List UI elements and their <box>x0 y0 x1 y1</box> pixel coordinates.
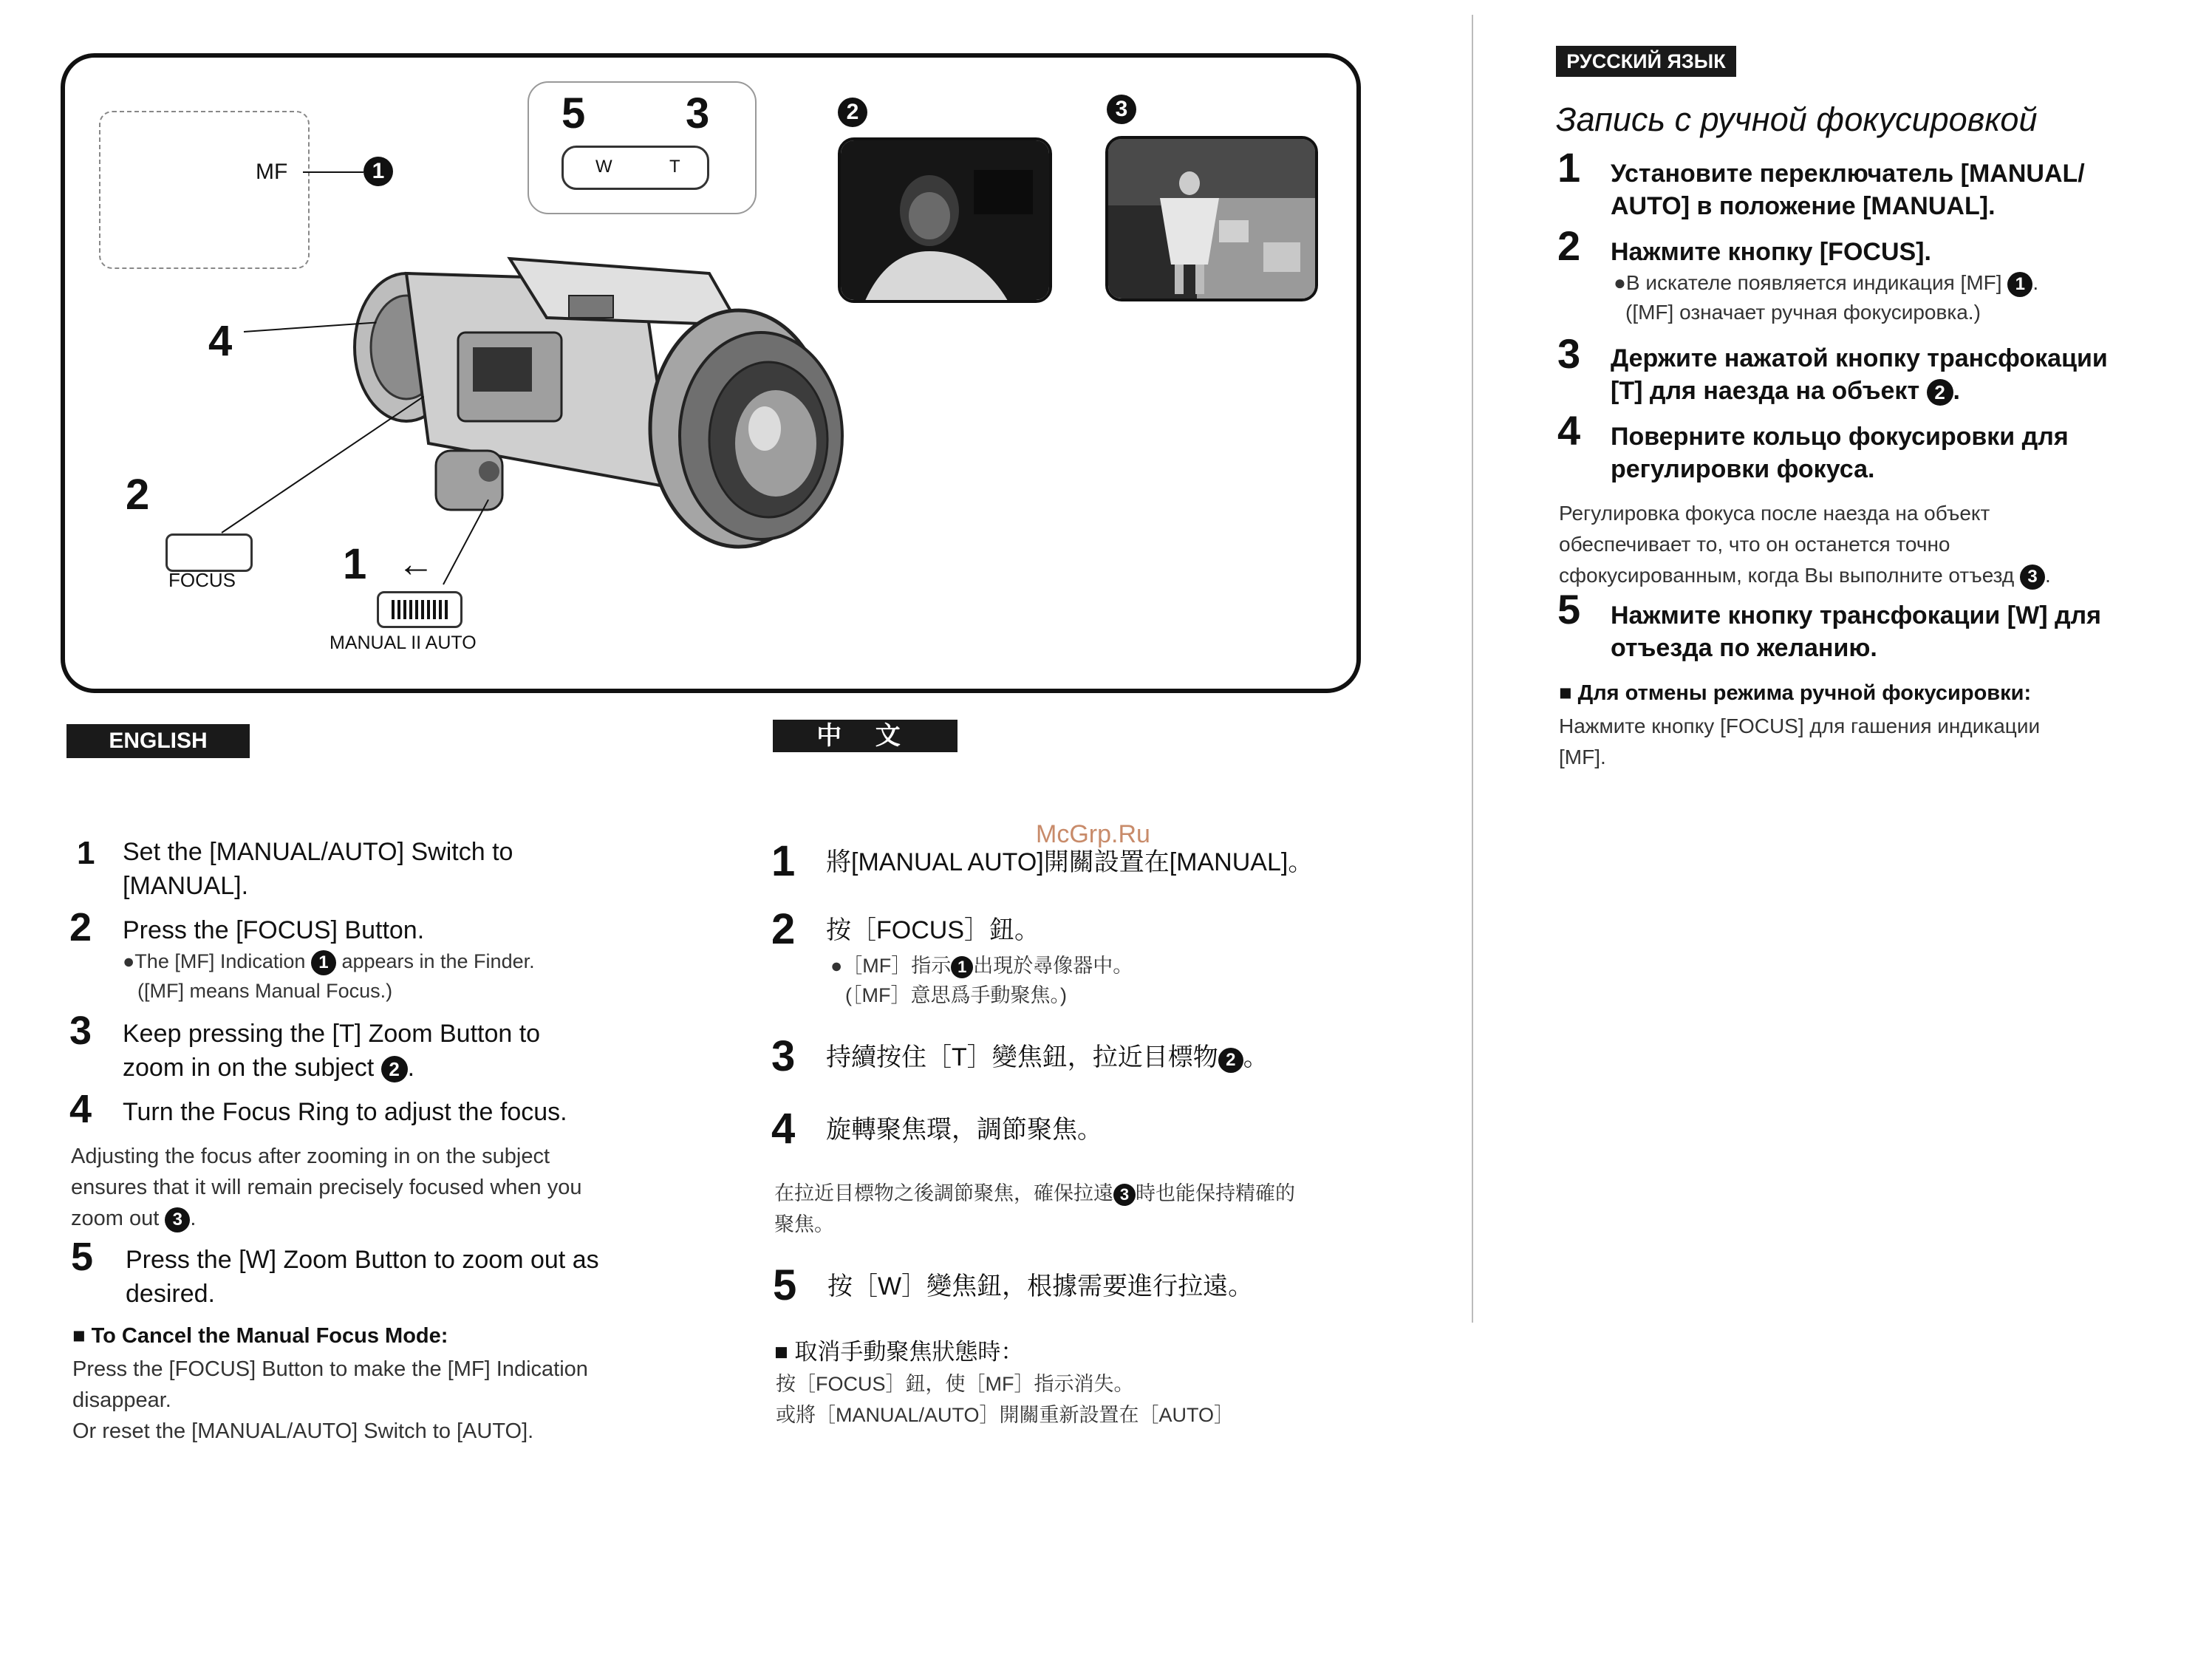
photo-callout-2: 2 <box>838 98 867 127</box>
circle-2-icon: 2 <box>381 1056 408 1082</box>
zoom-w-label: W <box>595 157 612 177</box>
switch-grip-icon <box>392 600 448 619</box>
manual-auto-label: MANUAL II AUTO <box>330 632 477 653</box>
en-step-5-text: Press the [W] Zoom Button to zoom out as <box>126 1246 599 1274</box>
ru-step-3-text-2: [T] для наезда на объект 2 . <box>1611 377 1960 405</box>
watermark: McGrp.Ru <box>1036 820 1150 848</box>
zh-cancel-text: 按［FOCUS］鈕，使［MF］指示消失。 或將［MANUAL/AUTO］開關重新設置在［AUTO］ <box>776 1373 1235 1426</box>
en-step-2-number: 2 <box>69 905 92 949</box>
zh-step-2-number: 2 <box>771 905 796 953</box>
focus-label: FOCUS <box>168 569 236 591</box>
column-divider <box>1472 15 1473 1323</box>
zh-step-3-text: 持續按住［T］變焦鈕，拉近目標物 2 。 <box>826 1043 1269 1071</box>
zoom-t-label: T <box>669 157 680 177</box>
ru-title: Запись с ручной фокусировкой <box>1556 100 2038 138</box>
label-1: 1 <box>343 540 367 588</box>
zh-step-2-text: 按［FOCUS］鈕。 <box>826 916 1040 944</box>
zh-step-4-number: 4 <box>771 1105 796 1153</box>
label-2: 2 <box>126 471 150 519</box>
zh-step-2-note: ●［MF］指示 1 出現於尋像器中。 <box>830 955 1133 977</box>
circle-2-icon: 2 <box>1218 1048 1243 1073</box>
english-tag: ENGLISH <box>66 724 250 758</box>
ru-step-2-text: Нажмите кнопку [FOCUS]. <box>1611 238 1931 266</box>
zh-paragraph: 在拉近目標物之後調節聚焦，確保拉遠 3 時也能保持精確的 聚焦。 <box>774 1182 1295 1235</box>
circle-2-icon: 2 <box>1927 379 1953 406</box>
zh-cancel-title: ■ 取消手動聚焦狀態時： <box>774 1339 1024 1365</box>
ru-step-4-text: Поверните кольцо фокусировки для <box>1611 423 2069 451</box>
finder-mf-label: MF <box>256 160 288 184</box>
zh-step-5-text: 按［W］變焦鈕，根據需要進行拉遠。 <box>827 1272 1254 1300</box>
en-step-1-number: 1 <box>77 835 95 871</box>
ru-step-1-text-2: AUTO] в положение [MANUAL]. <box>1611 192 1996 220</box>
ru-paragraph: Регулировка фокуса после наезда на объект обеспечивает то, что он останется точно сфокусированным, когда Вы выполните отъезд 3 . <box>1559 498 2051 591</box>
circle-1-icon: 1 <box>2007 272 2032 297</box>
label-4: 4 <box>208 317 233 365</box>
ru-step-1-text: Установите переключатель [MANUAL/ <box>1611 160 2085 188</box>
en-step-1-text: Set the [MANUAL/AUTO] Switch to [MANUAL]. <box>123 838 513 900</box>
circle-1-icon: 1 <box>951 956 973 978</box>
photo-callout-3: 3 <box>1107 95 1136 124</box>
circle-3-icon: 3 <box>1113 1184 1136 1206</box>
en-step-4-text: Turn the Focus Ring to adjust the focus. <box>123 1098 567 1126</box>
zh-step-4-text: 旋轉聚焦環，調節聚焦。 <box>826 1116 1102 1144</box>
en-paragraph: Adjusting the focus after zooming in on the subject ensures that it will remain precisely focused when you zoom out 3 . <box>71 1141 582 1234</box>
photo-zoomed-out <box>1105 136 1318 301</box>
zoom-rocker-switch <box>561 146 709 190</box>
en-step-3-text-2: zoom in on the subject 2 . <box>123 1054 415 1082</box>
ru-cancel-title: ■ Для отмены режима ручной фокусировки: <box>1559 681 2032 705</box>
en-step-2-text: Press the [FOCUS] Button. <box>123 916 425 944</box>
en-step-5-number: 5 <box>71 1235 94 1279</box>
ru-step-4-text-2: регулировки фокуса. <box>1611 455 1875 483</box>
arrow-left-icon: ← <box>397 543 434 584</box>
en-step-3-number: 3 <box>69 1009 92 1053</box>
ru-step-5-text-2: отъезда по желанию. <box>1611 634 1877 662</box>
label-5: 5 <box>561 89 586 137</box>
ru-cancel-text: Нажмите кнопку [FOCUS] для гашения индикации [MF]. <box>1559 715 2041 768</box>
zh-step-1-text: 將[MANUAL AUTO]開關設置在[MANUAL]。 <box>826 848 1314 876</box>
en-step-2-note: ●The [MF] Indication 1 appears in the Finder. <box>123 946 535 977</box>
callout-line <box>303 171 363 173</box>
zh-step-3-number: 3 <box>771 1032 796 1080</box>
ru-step-5-number: 5 <box>1557 586 1581 632</box>
ru-step-3-text: Держите нажатой кнопку трансфокации <box>1611 344 2108 372</box>
ru-step-2-number: 2 <box>1557 222 1581 269</box>
ru-step-2-note-2: ([MF] означает ручная фокусировка.) <box>1625 301 1981 324</box>
zh-step-5-number: 5 <box>773 1261 797 1309</box>
zh-step-1-number: 1 <box>771 837 796 885</box>
ru-step-4-number: 4 <box>1557 407 1581 454</box>
russian-tag: РУССКИЙ ЯЗЫК <box>1556 46 1736 77</box>
finder-display <box>99 111 310 269</box>
label-3: 3 <box>686 89 710 137</box>
callout-circle-1: 1 <box>363 157 393 186</box>
ru-step-2-note: ●В искателе появляется индикация [MF] 1 . <box>1614 267 2038 299</box>
circle-3-icon: 3 <box>165 1207 190 1232</box>
chinese-tag: 中 文 <box>773 720 957 752</box>
ru-step-5-text: Нажмите кнопку трансфокации [W] для <box>1611 601 2101 630</box>
focus-button-sketch <box>165 533 253 572</box>
en-step-3-text: Keep pressing the [T] Zoom Button to <box>123 1020 541 1048</box>
ru-step-3-number: 3 <box>1557 330 1581 377</box>
zh-step-2-note-2: (［MF］意思爲手動聚焦。) <box>845 984 1067 1006</box>
en-cancel-title: ■ To Cancel the Manual Focus Mode: <box>72 1324 448 1348</box>
circle-1-icon: 1 <box>311 950 336 975</box>
ru-step-1-number: 1 <box>1557 144 1581 191</box>
circle-3-icon: 3 <box>2020 565 2045 590</box>
en-cancel-text: Press the [FOCUS] Button to make the [MF] Indication disappear. Or reset the [MANUAL/AUTO] Switch to [AUTO]. <box>72 1357 588 1443</box>
en-step-2-note-2: ([MF] means Manual Focus.) <box>137 980 393 1002</box>
en-step-5-text-2: desired. <box>126 1280 215 1308</box>
en-step-4-number: 4 <box>69 1087 92 1131</box>
